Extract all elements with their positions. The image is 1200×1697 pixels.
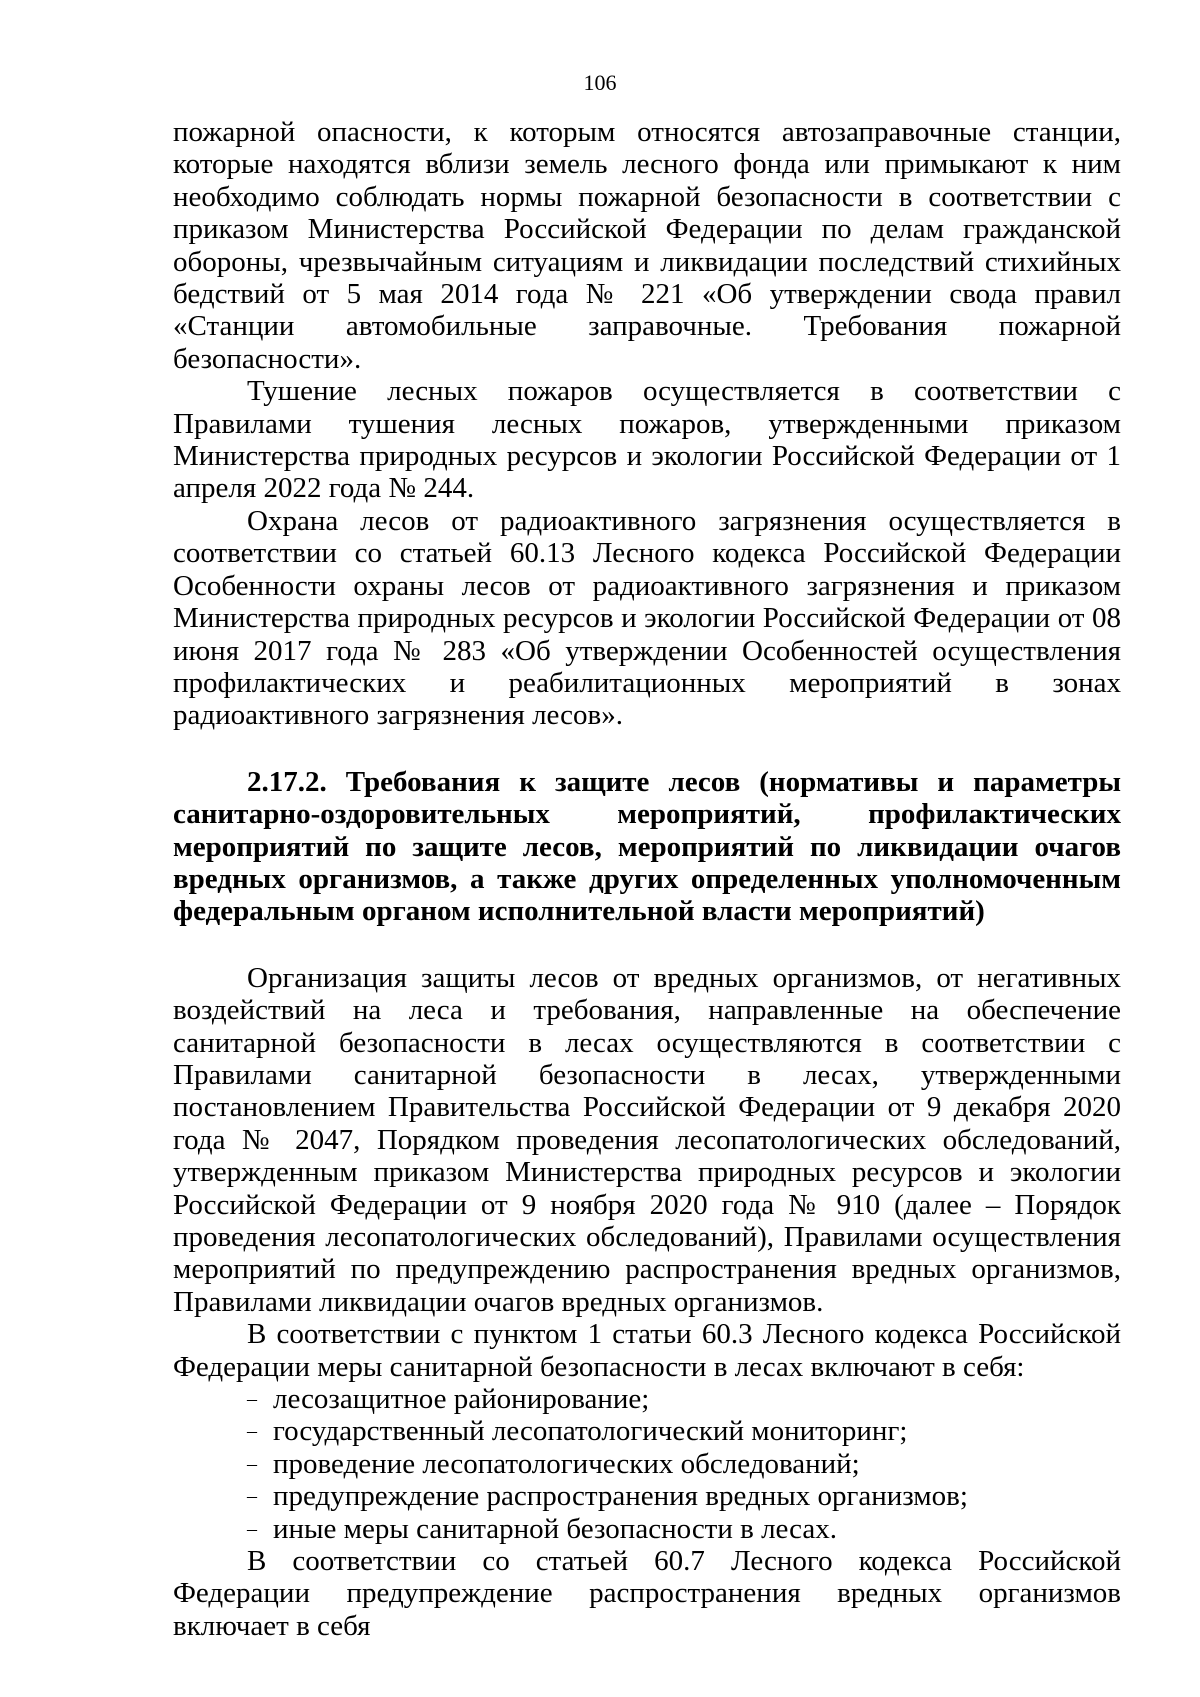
list-marker: – (247, 1420, 257, 1443)
document-body (173, 116, 1121, 1642)
list-item (173, 1513, 1121, 1545)
list-item-text: лесозащитное районирование; (273, 1383, 650, 1416)
measures-list (173, 1383, 1121, 1545)
section-heading: 2.17.2. Требования к защите лесов (нормативы и параметры санитарно-оздоровительных мероприятий, профилактических мероприятий по защите лесов, мероприятий по ликвидации очагов вредных организмов, а также других определенных уполномоченным федеральным органом исполнительной власти мероприятий) (173, 765, 1121, 928)
list-item (173, 1448, 1121, 1480)
paragraph: Организация защиты лесов от вредных организмов, от негативных воздействий на леса и требования, направленные на обеспечение санитарной безопасности в лесах осуществляются в соответствии с Правилами санитарной безопасности в лесах, утвержденными постановлением Правительства Российской Федерации от 9 декабря 2020 года № 2047, Порядком проведения лесопатологических обследований, утвержденным приказом Министерства природных ресурсов и экологии Российской Федерации от 9 ноября 2020 года № 910 (далее – Порядок проведения лесопатологических обследований), Правилами осуществления мероприятий по предупреждению распространения вредных организмов, Правилами ликвидации очагов вредных организмов. (173, 961, 1121, 1318)
list-item-text: иные меры санитарной безопасности в лесах. (273, 1512, 837, 1545)
list-marker: – (247, 1485, 257, 1508)
list-marker: – (247, 1452, 257, 1475)
page-number: 106 (583, 70, 617, 95)
paragraph: Тушение лесных пожаров осуществляется в соответствии с Правилами тушения лесных пожаров, утвержденными приказом Министерства природных ресурсов и экологии Российской Федерации от 1 апреля 2022 года № 244. (173, 375, 1121, 505)
list-item (173, 1480, 1121, 1512)
paragraph: Охрана лесов от радиоактивного загрязнения осуществляется в соответствии со статьей 60.13 Лесного кодекса Российской Федерации Особенности охраны лесов от радиоактивного загрязнения и приказом Министерства природных ресурсов и экологии Российской Федерации от 08 июня 2017 года № 283 «Об утверждении Особенностей осуществления профилактических и реабилитационных мероприятий в зонах радиоактивного загрязнения лесов». (173, 504, 1121, 732)
list-marker: – (247, 1517, 257, 1540)
list-item-text: предупреждение распространения вредных организмов; (273, 1480, 968, 1513)
list-marker: – (247, 1388, 257, 1411)
list-item-text: государственный лесопатологический мониторинг; (273, 1415, 908, 1448)
paragraph: В соответствии с пунктом 1 статьи 60.3 Лесного кодекса Российской Федерации меры санитарной безопасности в лесах включают в себя: (173, 1318, 1121, 1383)
list-item (173, 1415, 1121, 1447)
list-item-text: проведение лесопатологических обследований; (273, 1447, 860, 1480)
list-item (173, 1383, 1121, 1415)
paragraph: пожарной опасности, к которым относятся автозаправочные станции, которые находятся вблизи земель лесного фонда или примыкают к ним необходимо соблюдать нормы пожарной безопасности в соответствии с приказом Министерства Российской Федерации по делам гражданской обороны, чрезвычайным ситуациям и ликвидации последствий стихийных бедствий от 5 мая 2014 года № 221 «Об утверждении свода правил «Станции автомобильные заправочные. Требования пожарной безопасности». (173, 116, 1121, 375)
paragraph: В соответствии со статьей 60.7 Лесного кодекса Российской Федерации предупреждение распространения вредных организмов включает в себя (173, 1545, 1121, 1642)
